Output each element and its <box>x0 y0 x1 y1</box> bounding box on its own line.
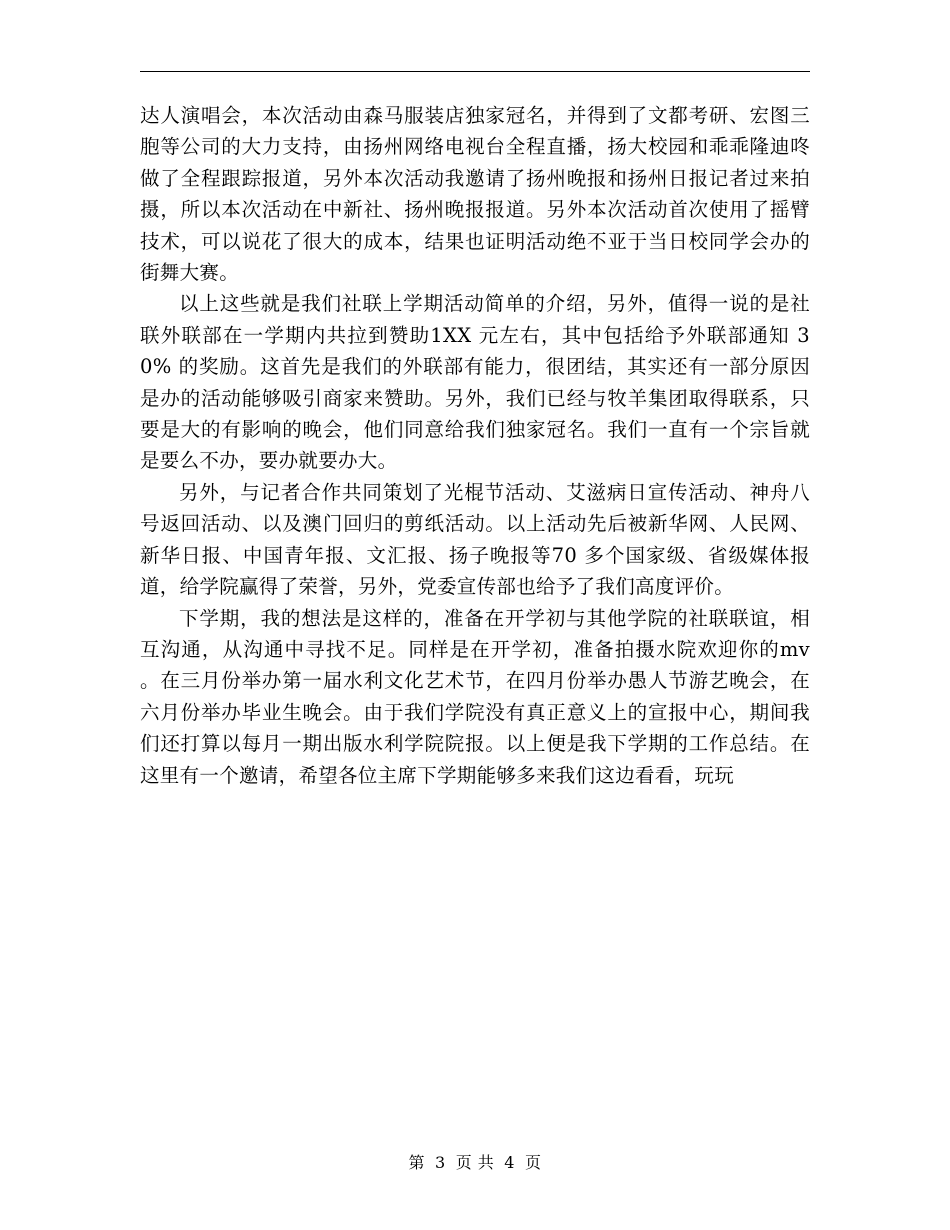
paragraph-3: 另外，与记者合作共同策划了光棍节活动、艾滋病日宣传活动、神舟八号返回活动、以及澳门回归的剪纸活动。以上活动先后被新华网、人民网、新华日报、中国青年报、文汇报、扬子晚报等70 多个国家级、省级媒体报道，给学院赢得了荣誉，另外，党委宣传部也给予了我们高度评价。 <box>140 480 810 599</box>
paragraph-4: 下学期，我的想法是这样的，准备在开学初与其他学院的社联联谊，相互沟通，从沟通中寻找不足。同样是在开学初，准备拍摄水院欢迎你的mv 。在三月份举办第一届水利文化艺术节，在四月份举办愚人节游艺晚会，在六月份举办毕业生晚会。由于我们学院没有真正意义上的宣报中心，期间我们还打算以每月一期出版水利学院院报。以上便是我下学期的工作总结。在这里有一个邀请，希望各位主席下学期能够多来我们这边看看，玩玩 <box>140 606 810 787</box>
paragraph-1: 达人演唱会，本次活动由森马服装店独家冠名，并得到了文都考研、宏图三胞等公司的大力支持，由扬州网络电视台全程直播，扬大校园和乖乖隆迪咚做了全程跟踪报道，另外本次活动我邀请了扬州晚报和扬州日报记者过来拍摄，所以本次活动在中新社、扬州晚报报道。另外本次活动首次使用了摇臂技术，可以说花了很大的成本，结果也证明活动绝不亚于当日校同学会办的街舞大赛。 <box>140 104 810 285</box>
footer-prefix: 第 <box>408 1153 426 1172</box>
footer-suffix: 页 <box>524 1153 542 1172</box>
paragraph-2: 以上这些就是我们社联上学期活动简单的介绍，另外，值得一说的是社联外联部在一学期内共拉到赞助1XX 元左右，其中包括给予外联部通知 30% 的奖励。这首先是我们的外联部有能力，很团结，其实还有一部分原因是办的活动能够吸引商家来赞助。另外，我们已经与牧羊集团取得联系，只要是大的有影响的晚会，他们同意给我们独家冠名。我们一直有一个宗旨就是要么不办，要办就要办大。 <box>140 292 810 473</box>
document-body <box>140 100 810 791</box>
footer-total-pages: 4 <box>504 1153 515 1172</box>
footer-middle: 页 共 <box>455 1153 495 1172</box>
footer-current-page: 3 <box>435 1153 446 1172</box>
page-footer <box>0 1153 950 1173</box>
header-rule <box>140 71 810 72</box>
